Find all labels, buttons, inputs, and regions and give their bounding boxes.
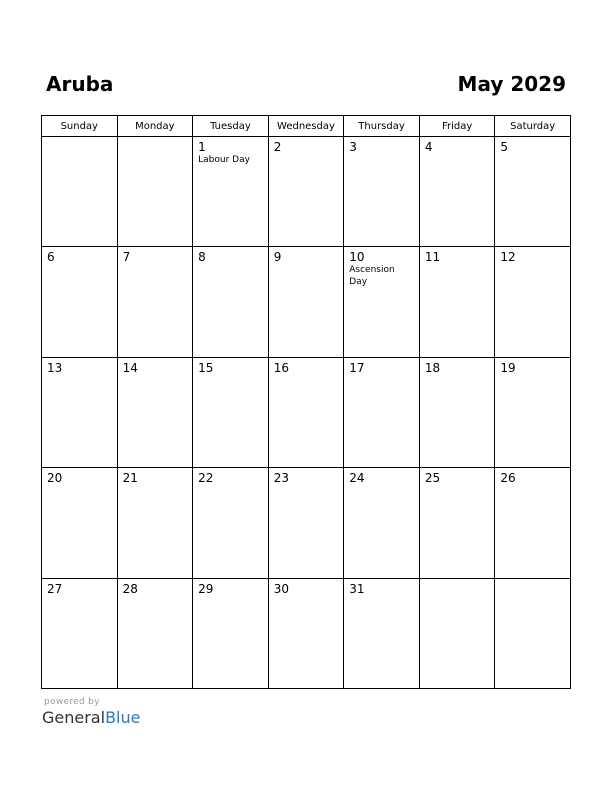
day-number: [42, 137, 117, 140]
day-number: 2: [273, 140, 282, 154]
day-number: 5: [500, 140, 509, 154]
day-cell: [193, 578, 269, 688]
brand-general-text: General: [42, 708, 106, 727]
day-number: 16: [273, 360, 289, 375]
day-number: 7: [122, 250, 131, 265]
country-title: Aruba: [46, 72, 114, 96]
day-cell: [495, 468, 571, 578]
month-year-title: May 2029: [457, 72, 566, 96]
week-row: [42, 578, 571, 688]
day-number: 20: [47, 471, 63, 486]
day-number: [495, 579, 570, 582]
day-cell: [117, 247, 193, 357]
day-number: 9: [273, 250, 282, 265]
day-number: 21: [122, 471, 138, 486]
day-cell: [495, 247, 571, 357]
day-number: [420, 579, 495, 582]
week-row: [42, 137, 571, 247]
day-cell: [117, 578, 193, 688]
day-cell: [419, 357, 495, 467]
day-number: 8: [198, 250, 206, 265]
day-number: 15: [198, 360, 214, 375]
weekday-saturday: Saturday: [495, 116, 571, 137]
weekday-monday: Monday: [117, 116, 193, 137]
day-number: 10: [349, 250, 365, 265]
day-number: 27: [47, 581, 63, 596]
day-number: 29: [198, 581, 214, 596]
day-cell: [344, 137, 420, 247]
day-cell: [193, 468, 269, 578]
day-cell: [419, 468, 495, 578]
day-number: 30: [273, 581, 289, 596]
day-cell: [419, 578, 495, 688]
day-number: 4: [424, 140, 433, 154]
brand-blue-text: Blue: [105, 708, 141, 727]
day-cell: [344, 468, 420, 578]
day-cell: [42, 357, 118, 467]
day-cell: [344, 357, 420, 467]
powered-by-label: powered by: [44, 697, 100, 707]
week-row: [42, 468, 571, 578]
day-cell: [42, 137, 118, 247]
day-number: 1: [198, 140, 206, 154]
weekday-header-row: [42, 116, 571, 137]
day-cell: [495, 578, 571, 688]
day-number: 12: [500, 250, 516, 265]
day-cell: [268, 247, 344, 357]
day-cell: [42, 247, 118, 357]
day-cell: [117, 468, 193, 578]
day-number: 6: [47, 250, 55, 265]
day-cell: [42, 468, 118, 578]
day-number: 31: [349, 581, 365, 596]
day-cell: [268, 468, 344, 578]
day-cell: [117, 137, 193, 247]
day-number: 11: [424, 250, 441, 265]
day-cell: [344, 247, 420, 357]
day-cell: [344, 578, 420, 688]
day-cell: [193, 247, 269, 357]
day-number: 22: [198, 471, 214, 486]
weekday-tuesday: Tuesday: [193, 116, 269, 137]
day-cell: [419, 247, 495, 357]
day-number: 3: [349, 140, 357, 154]
day-cell: [268, 357, 344, 467]
weekday-sunday: Sunday: [42, 116, 118, 137]
weekday-thursday: Thursday: [344, 116, 420, 137]
day-number: 23: [273, 471, 289, 486]
holiday-label: Labour Day: [198, 155, 250, 165]
day-cell: [117, 357, 193, 467]
day-number: 24: [349, 471, 365, 486]
day-number: 18: [424, 360, 441, 375]
day-cell: [268, 578, 344, 688]
day-cell: [495, 137, 571, 247]
day-number: 13: [47, 360, 63, 375]
day-number: [118, 137, 193, 140]
day-number: 14: [122, 360, 138, 375]
weekday-wednesday: Wednesday: [268, 116, 344, 137]
day-cell: [495, 357, 571, 467]
day-cell: [419, 137, 495, 247]
holiday-label: Ascension Day: [349, 265, 395, 288]
day-cell: [268, 137, 344, 247]
day-number: 17: [349, 360, 365, 375]
week-row: [42, 247, 571, 357]
calendar-grid: [41, 115, 571, 689]
day-number: 25: [424, 471, 441, 486]
day-number: 19: [500, 360, 516, 375]
day-cell: [193, 357, 269, 467]
generalblue-logo[interactable]: [42, 697, 140, 728]
day-cell: [193, 137, 269, 247]
brand-name: [42, 708, 140, 728]
day-number: 28: [122, 581, 138, 596]
weekday-friday: Friday: [419, 116, 495, 137]
week-row: [42, 357, 571, 467]
day-number: 26: [500, 471, 516, 486]
day-cell: [42, 578, 118, 688]
